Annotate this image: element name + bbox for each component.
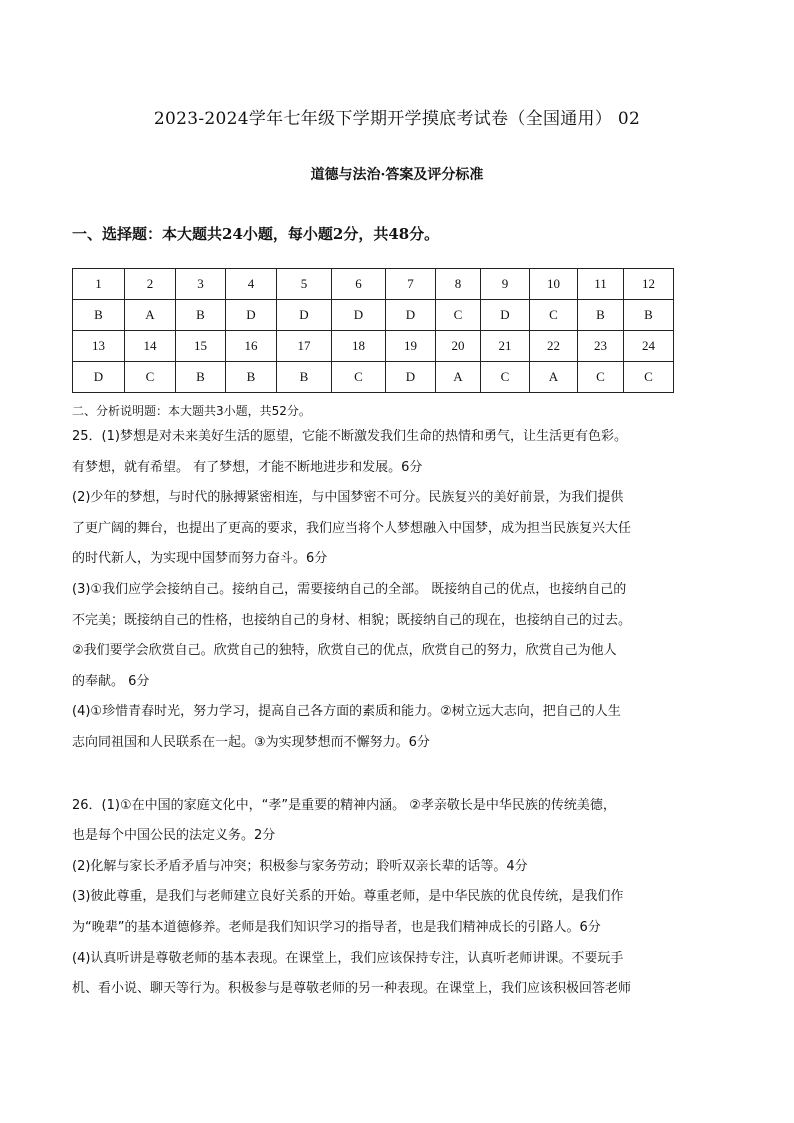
answer-cell: B xyxy=(624,300,674,331)
answer-body xyxy=(72,400,682,1005)
answer-cell: B xyxy=(176,300,226,331)
q25-line: 了更广阔的舞台，也提出了更高的要求，我们应当将个人梦想融入中国梦，成为担当民族复兴大任 xyxy=(72,520,632,536)
question-number-cell: 4 xyxy=(226,269,277,300)
table-row xyxy=(73,269,674,300)
section1-heading: 一、选择题：本大题共24小题，每小题2分，共48分。 xyxy=(72,225,440,243)
q26-line: (4)认真听讲是尊敬老师的基本表现。在课堂上，我们应该保持专注，认真听老师讲课。不要玩手 xyxy=(72,950,624,966)
question-number-cell: 21 xyxy=(481,331,530,362)
question-number-cell: 22 xyxy=(530,331,578,362)
answer-cell: B xyxy=(73,300,125,331)
question-number-cell: 23 xyxy=(578,331,624,362)
answer-cell: C xyxy=(125,362,176,393)
answer-cell: D xyxy=(386,300,436,331)
question-number-cell: 11 xyxy=(578,269,624,300)
q26-line: 26．(1)①在中国的家庭文化中，“孝”是重要的精神内涵。 ②孝亲敬长是中华民族的传统美德， xyxy=(72,797,616,813)
answer-cell: C xyxy=(332,362,386,393)
question-number-cell: 1 xyxy=(73,269,125,300)
q25-line: 有梦想，就有希望。 有了梦想，才能不断地进步和发展。6分 xyxy=(72,459,423,475)
answer-cell: C xyxy=(481,362,530,393)
question-number-cell: 13 xyxy=(73,331,125,362)
answer-cell: A xyxy=(125,300,176,331)
question-number-cell: 19 xyxy=(386,331,436,362)
q25-line: 志向同祖国和人民联系在一起。③为实现梦想而不懈努力。6分 xyxy=(72,734,430,750)
section2-heading: 二、分析说明题：本大题共3小题，共52分。 xyxy=(72,404,311,418)
q26-line: (3)彼此尊重，是我们与老师建立良好关系的开始。尊重老师，是中华民族的优良传统，是我们作 xyxy=(72,889,624,905)
answer-cell: C xyxy=(578,362,624,393)
question-number-cell: 14 xyxy=(125,331,176,362)
answer-cell: D xyxy=(481,300,530,331)
answer-cell: A xyxy=(436,362,481,393)
question-number-cell: 12 xyxy=(624,269,674,300)
answer-cell: D xyxy=(226,300,277,331)
q25-line: 不完美；既接纳自己的性格，也接纳自己的身材、相貌；既接纳自己的现在，也接纳自己的过去。 xyxy=(72,612,632,628)
answer-cell: B xyxy=(226,362,277,393)
table-row xyxy=(73,331,674,362)
document-title: 2023-2024学年七年级下学期开学摸底考试卷（全国通用） 02 xyxy=(153,109,641,129)
q25-line: (3)①我们应学会接纳自己。接纳自己，需要接纳自己的全部。 既接纳自己的优点，也接纳自己的 xyxy=(72,581,627,597)
question-number-cell: 5 xyxy=(277,269,332,300)
answer-cell: A xyxy=(530,362,578,393)
answer-cell: B xyxy=(578,300,624,331)
answer-cell: C xyxy=(530,300,578,331)
question-number-cell: 18 xyxy=(332,331,386,362)
q26-line: 也是每个中国公民的法定义务。2分 xyxy=(72,828,276,844)
q25-line: ②我们要学会欣赏自己。欣赏自己的独特，欣赏自己的优点，欣赏自己的努力，欣赏自己为他人 xyxy=(72,643,617,659)
answer-cell: D xyxy=(73,362,125,393)
q26-line: 机、看小说、聊天等行为。积极参与是尊敬老师的另一种表现。在课堂上，我们应该积极回答老师 xyxy=(72,981,632,997)
q26-line: (2)化解与家长矛盾矛盾与冲突；积极参与家务劳动；聆听双亲长辈的话等。4分 xyxy=(72,858,528,874)
question-number-cell: 6 xyxy=(332,269,386,300)
q25-line: 的时代新人，为实现中国梦而努力奋斗。6分 xyxy=(72,551,328,567)
answer-cell: D xyxy=(277,300,332,331)
answer-cell: C xyxy=(624,362,674,393)
question-number-cell: 7 xyxy=(386,269,436,300)
question-number-cell: 16 xyxy=(226,331,277,362)
question-number-cell: 3 xyxy=(176,269,226,300)
answer-cell: D xyxy=(332,300,386,331)
question-number-cell: 10 xyxy=(530,269,578,300)
answer-cell: C xyxy=(436,300,481,331)
q25-line: 25．(1)梦想是对未来美好生活的愿望，它能不断激发我们生命的热情和勇气，让生活更有色彩。 xyxy=(72,429,627,444)
q25-line: (4)①珍惜青春时光，努力学习，提高自己各方面的素质和能力。②树立远大志向，把自己的人生 xyxy=(72,704,621,720)
q26-line: 为“晚辈”的基本道德修养。老师是我们知识学习的指导者，也是我们精神成长的引路人。6分 xyxy=(72,919,601,935)
answer-table xyxy=(72,268,674,393)
question-number-cell: 15 xyxy=(176,331,226,362)
document-subtitle: 道德与法治·答案及评分标准 xyxy=(310,167,484,183)
table-row xyxy=(73,300,674,331)
question-number-cell: 9 xyxy=(481,269,530,300)
answer-cell: B xyxy=(277,362,332,393)
question-number-cell: 20 xyxy=(436,331,481,362)
question-number-cell: 17 xyxy=(277,331,332,362)
q25-line: 的奉献。 6分 xyxy=(72,673,150,689)
answer-cell: B xyxy=(176,362,226,393)
question-number-cell: 2 xyxy=(125,269,176,300)
answer-cell: D xyxy=(386,362,436,393)
question-number-cell: 24 xyxy=(624,331,674,362)
q25-line: (2)少年的梦想，与时代的脉搏紧密相连，与中国梦密不可分。民族复兴的美好前景，为我们提供 xyxy=(72,490,624,506)
question-number-cell: 8 xyxy=(436,269,481,300)
table-row xyxy=(73,362,674,393)
